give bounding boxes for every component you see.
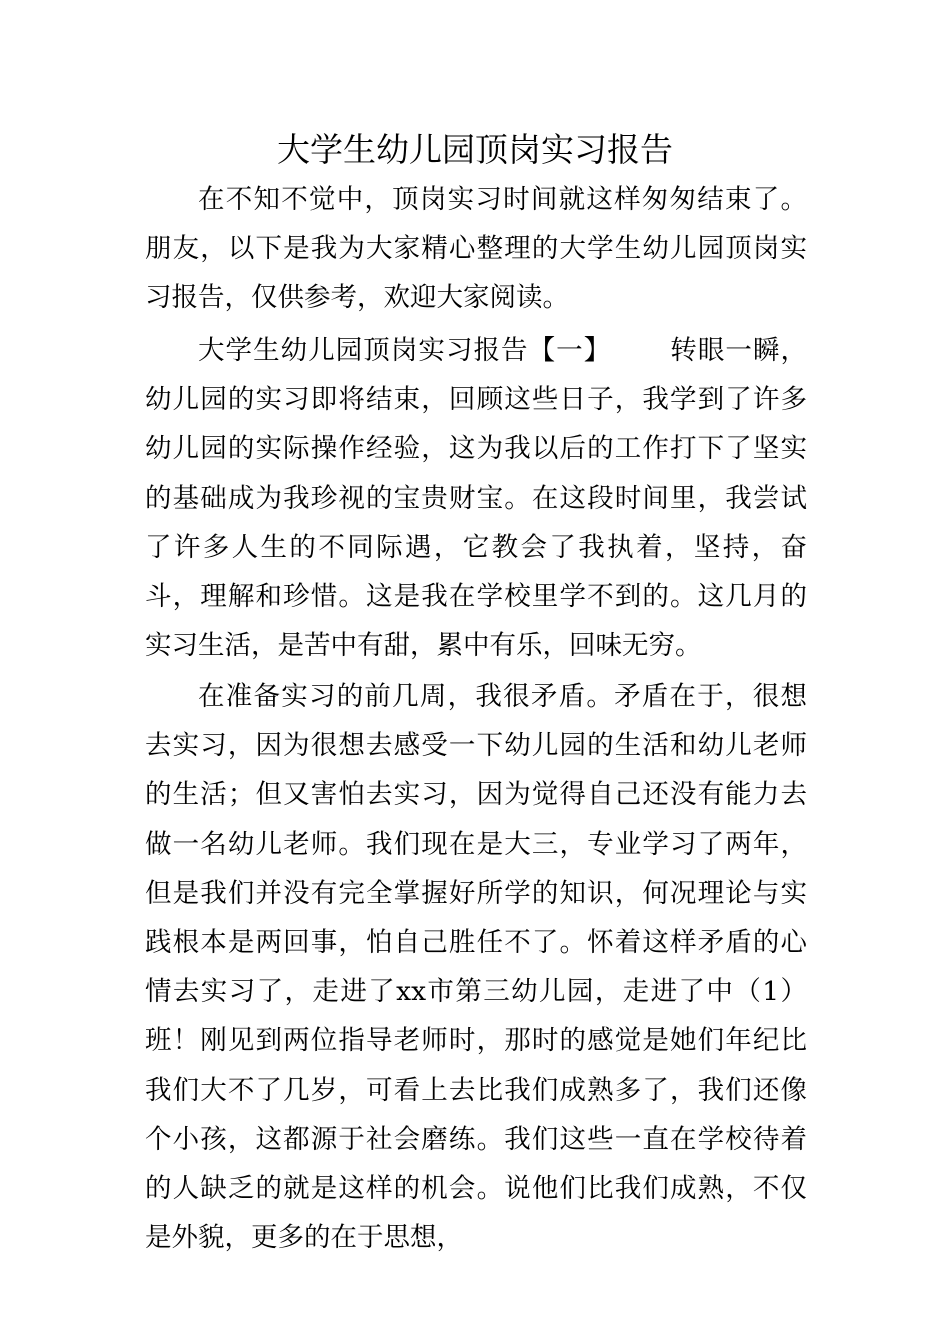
document-title: 大学生幼儿园顶岗实习报告 <box>277 130 673 169</box>
section-two-paragraph: 在准备实习的前几周，我很矛盾。矛盾在于，很想去实习，因为很想去感受一下幼儿园的生活和幼儿老师的生活；但又害怕去实习，因为觉得自己还没有能力去做一名幼儿老师。我们现在是大三，专业学习了两年，但是我们并没有完全掌握好所学的知识，何况理论与实践根本是两回事，怕自己胜任不了。怀着这样矛盾的心情去实习了，走进了xx市第三幼儿园，走进了中（1）班！刚见到两位指导老师时，那时的感觉是她们年纪比我们大不了几岁，可看上去比我们成熟多了，我们还像个小孩，这都源于社会磨练。我们这些一直在学校待着的人缺乏的就是这样的机会。说他们比我们成熟，不仅是外貌，更多的在于思想， <box>145 681 807 1254</box>
section-paragraph-text: 转眼一瞬，幼儿园的实习即将结束，回顾这些日子，我学到了许多幼儿园的实际操作经验，这为我以后的工作打下了坚实的基础成为我珍视的宝贵财宝。在这段时间里，我尝试了许多人生的不同际遇，它教会了我执着，坚持，奋斗，理解和珍惜。这是我在学校里学不到的。这几月的实习生活，是苦中有甜，累中有乐，回味无穷。 <box>145 335 808 662</box>
section-heading: 大学生幼儿园顶岗实习报告【一】 <box>198 335 612 366</box>
intro-paragraph: 在不知不觉中，顶岗实习时间就这样匆匆结束了。朋友，以下是我为大家精心整理的大学生幼儿园顶岗实习报告，仅供参考，欢迎大家阅读。 <box>145 184 807 314</box>
section-two-block <box>145 672 807 1262</box>
section-one-paragraph <box>145 326 807 670</box>
intro-block <box>145 175 807 323</box>
section-one-block <box>145 326 807 670</box>
